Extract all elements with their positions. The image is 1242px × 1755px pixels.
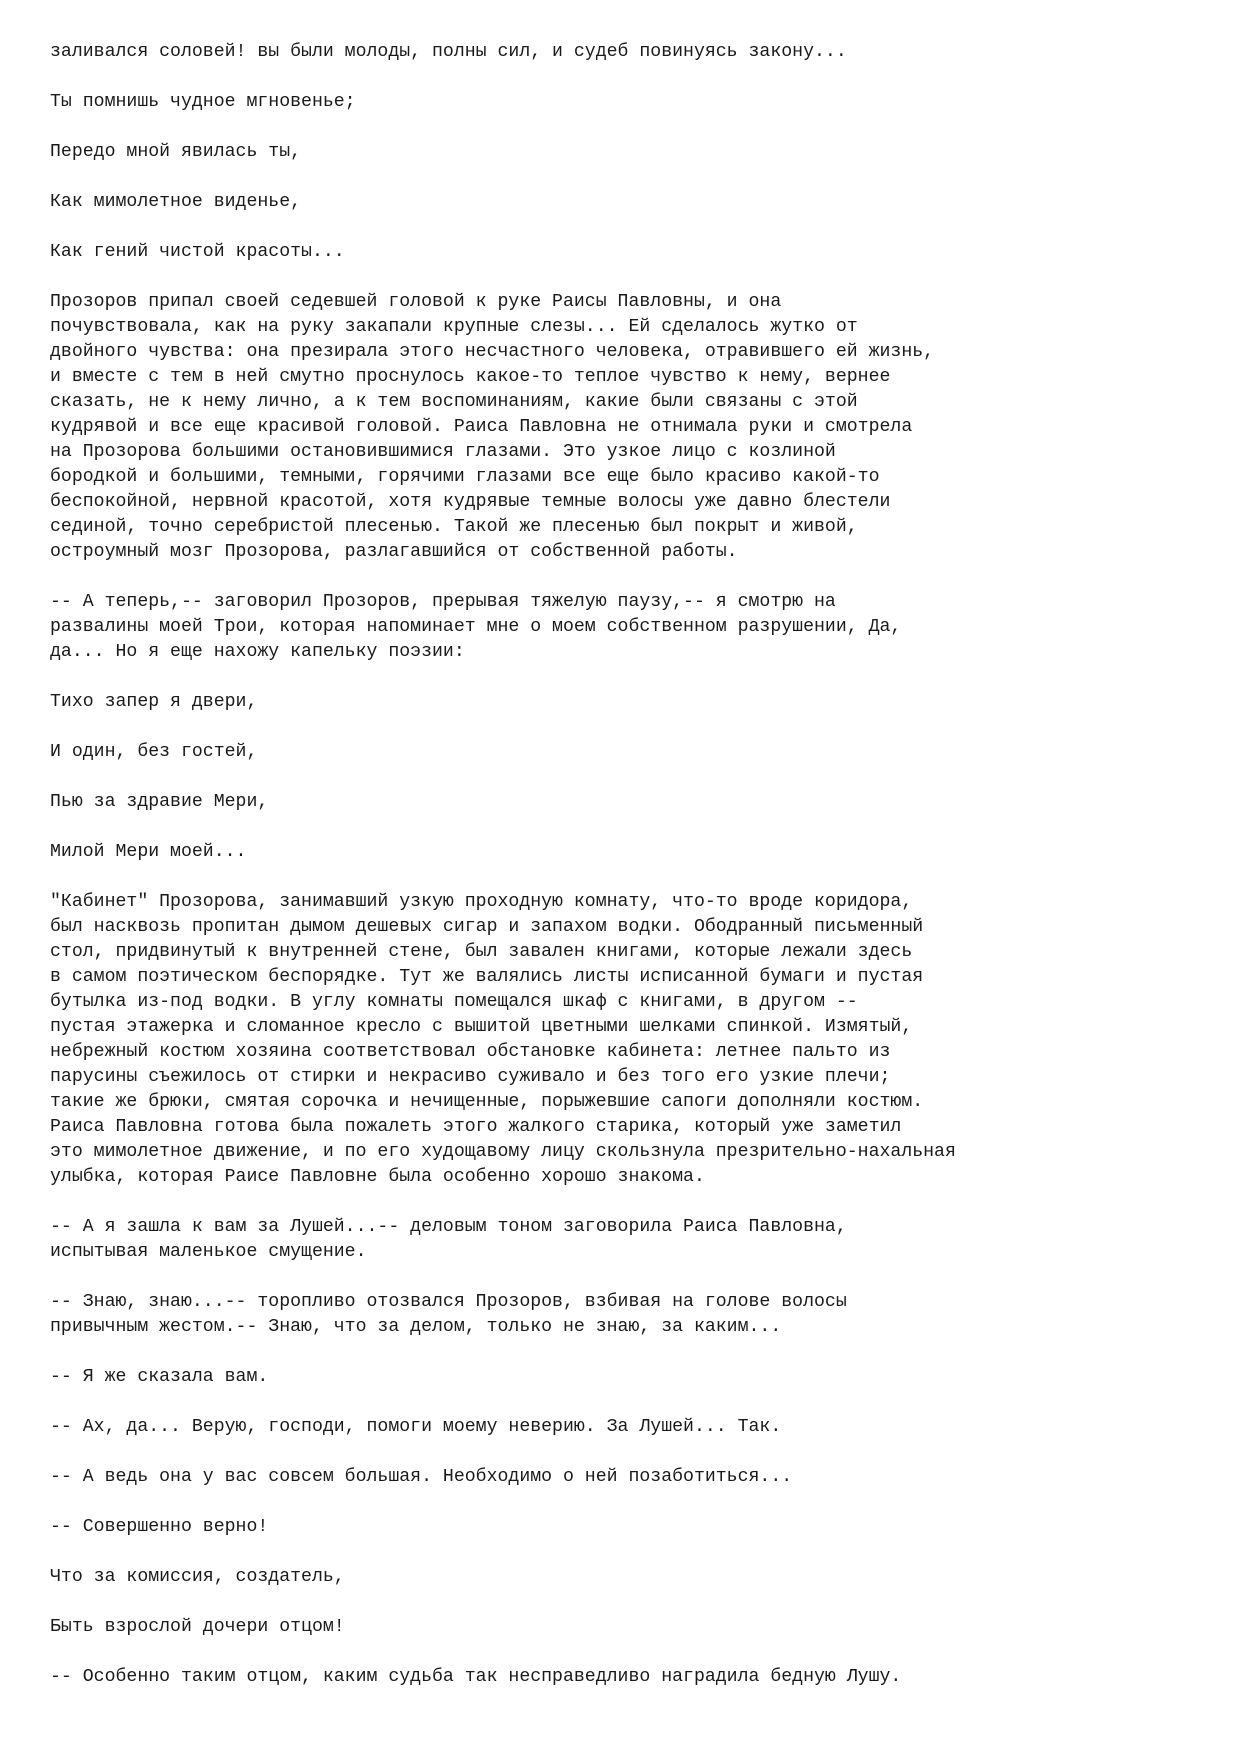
document-page: [50, 40, 1200, 1715]
text-line: на Прозорова большими остановившимися глазами. Это узкое лицо с козлиной: [50, 442, 836, 462]
text-line: -- А ведь она у вас совсем большая. Необходимо о ней позаботиться...: [50, 1467, 793, 1487]
text-line: Пью за здравие Мери,: [50, 792, 269, 812]
text-line: в самом поэтическом беспорядке. Тут же валялись листы исписанной бумаги и пустая: [50, 967, 924, 987]
text-line: заливался соловей! вы были молоды, полны сил, и судеб повинуясь закону...: [50, 42, 847, 62]
text-line: остроумный мозг Прозорова, разлагавшийся от собственной работы.: [50, 542, 738, 562]
verse-line: [50, 1615, 1200, 1640]
text-line: Раиса Павловна готова была пожалеть этого жалкого старика, который уже заметил: [50, 1117, 902, 1137]
verse-line: [50, 690, 1200, 715]
text-line: развалины моей Трои, которая напоминает мне о моем собственном разрушении, Да,: [50, 617, 902, 637]
paragraph: [50, 1290, 1200, 1340]
text-line: И один, без гостей,: [50, 742, 258, 762]
text-line: парусины съежилось от стирки и некрасиво суживало и без того его узкие плечи;: [50, 1067, 891, 1087]
paragraph: [50, 890, 1200, 1190]
text-line: Тихо запер я двери,: [50, 692, 258, 712]
text-line: испытывая маленькое смущение.: [50, 1242, 367, 1262]
verse-line: [50, 1565, 1200, 1590]
paragraph: [50, 290, 1200, 565]
paragraph: [50, 1365, 1200, 1390]
paragraph: [50, 1215, 1200, 1265]
text-line: -- А теперь,-- заговорил Прозоров, прерывая тяжелую паузу,-- я смотрю на: [50, 592, 836, 612]
text-line: двойного чувства: она презирала этого несчастного человека, отравившего ей жизнь,: [50, 342, 935, 362]
text-line: Как гений чистой красоты...: [50, 242, 345, 262]
text-line: бородкой и большими, темными, горячими глазами все еще было красиво какой-то: [50, 467, 880, 487]
verse-line: [50, 90, 1200, 115]
text-line: -- Совершенно верно!: [50, 1517, 269, 1537]
text-line: "Кабинет" Прозорова, занимавший узкую проходную комнату, что-то вроде коридора,: [50, 892, 913, 912]
text-line: Милой Мери моей...: [50, 842, 247, 862]
text-line: кудрявой и все еще красивой головой. Раиса Павловна не отнимала руки и смотрела: [50, 417, 913, 437]
paragraph: [50, 1515, 1200, 1540]
text-line: это мимолетное движение, и по его худощавому лицу скользнула презрительно-нахальная: [50, 1142, 956, 1162]
paragraph: [50, 40, 1200, 65]
text-line: небрежный костюм хозяина соответствовал обстановке кабинета: летнее пальто из: [50, 1042, 891, 1062]
text-line: -- Ах, да... Верую, господи, помоги моему неверию. За Лушей... Так.: [50, 1417, 782, 1437]
verse-line: [50, 790, 1200, 815]
paragraph: [50, 1665, 1200, 1690]
text-line: сединой, точно серебристой плесенью. Такой же плесенью был покрыт и живой,: [50, 517, 858, 537]
verse-line: [50, 240, 1200, 265]
text-line: Что за комиссия, создатель,: [50, 1567, 345, 1587]
text-line: был насквозь пропитан дымом дешевых сигар и запахом водки. Ободранный письменный: [50, 917, 924, 937]
text-line: Передо мной явилась ты,: [50, 142, 302, 162]
text-line: Прозоров припал своей седевшей головой к руке Раисы Павловны, и она: [50, 292, 782, 312]
paragraph: [50, 590, 1200, 665]
text-line: пустая этажерка и сломанное кресло с вышитой цветными шелками спинкой. Измятый,: [50, 1017, 913, 1037]
verse-line: [50, 740, 1200, 765]
text-line: да... Но я еще нахожу капельку поэзии:: [50, 642, 465, 662]
text-line: -- Я же сказала вам.: [50, 1367, 269, 1387]
text-line: Быть взрослой дочери отцом!: [50, 1617, 345, 1637]
text-line: -- А я зашла к вам за Лушей...-- деловым тоном заговорила Раиса Павловна,: [50, 1217, 847, 1237]
verse-line: [50, 140, 1200, 165]
text-line: и вместе с тем в ней смутно проснулось какое-то теплое чувство к нему, вернее: [50, 367, 891, 387]
text-line: Ты помнишь чудное мгновенье;: [50, 92, 356, 112]
text-line: Как мимолетное виденье,: [50, 192, 302, 212]
text-line: -- Знаю, знаю...-- торопливо отозвался Прозоров, взбивая на голове волосы: [50, 1292, 847, 1312]
text-line: сказать, не к нему лично, а к тем воспоминаниям, какие были связаны с этой: [50, 392, 858, 412]
text-line: привычным жестом.-- Знаю, что за делом, только не знаю, за каким...: [50, 1317, 782, 1337]
text-line: почувствовала, как на руку закапали крупные слезы... Ей сделалось жутко от: [50, 317, 858, 337]
text-line: такие же брюки, смятая сорочка и нечищенные, порыжевшие сапоги дополняли костюм.: [50, 1092, 924, 1112]
text-line: беспокойной, нервной красотой, хотя кудрявые темные волосы уже давно блестели: [50, 492, 891, 512]
paragraph: [50, 1415, 1200, 1440]
text-line: улыбка, которая Раисе Павловне была особенно хорошо знакома.: [50, 1167, 705, 1187]
verse-line: [50, 840, 1200, 865]
paragraph: [50, 1465, 1200, 1490]
text-line: бутылка из-под водки. В углу комнаты помещался шкаф с книгами, в другом --: [50, 992, 858, 1012]
verse-line: [50, 190, 1200, 215]
text-line: стол, придвинутый к внутренней стене, был завален книгами, которые лежали здесь: [50, 942, 913, 962]
text-line: -- Особенно таким отцом, каким судьба так несправедливо наградила бедную Лушу.: [50, 1667, 902, 1687]
